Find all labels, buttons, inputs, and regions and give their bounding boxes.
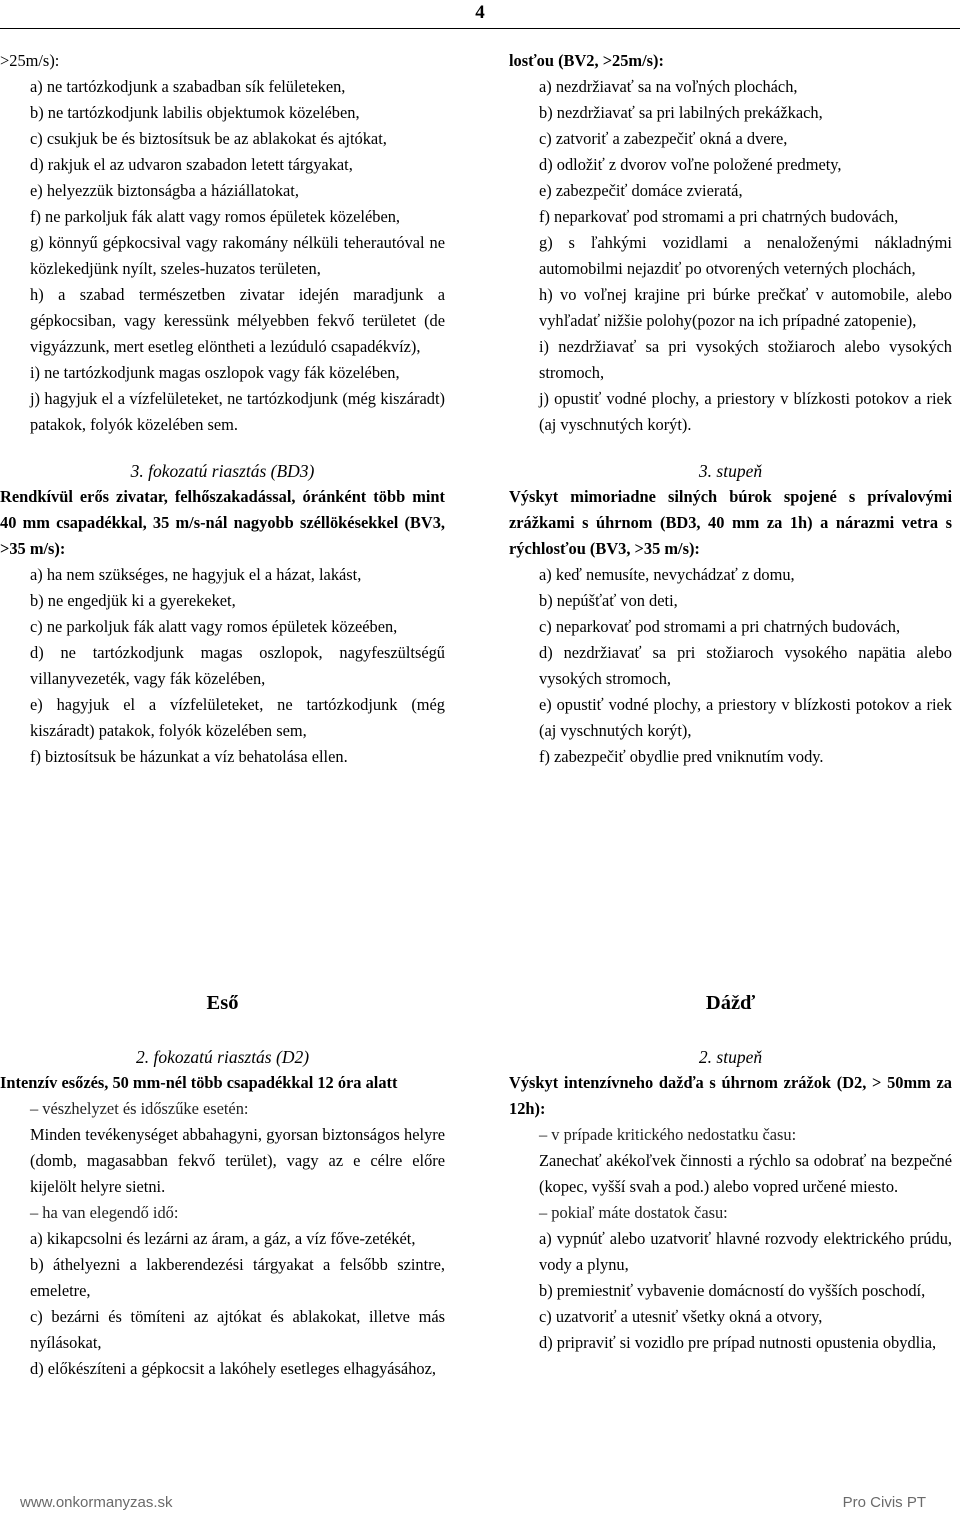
left-bottom-section: [0, 990, 445, 1382]
list-item: i) nezdržiavať sa pri vysokých stožiaroch alebo vysokých stromoch,: [539, 337, 952, 382]
list-item: h) a szabad természetben zivatar idején maradjunk a gépkocsiban, vagy keressünk mélyebben fekvő területet (de vigyázzunk, mert esetleg elöntheti a lezúduló csapadékvíz),: [30, 285, 445, 356]
instruction-text: Zanechať akékoľvek činnosti a rýchlo sa odobrať na bezpečné (kopec, vyšší svah a pod.) alebo vopred určené miesto.: [539, 1151, 952, 1196]
list-item: h) vo voľnej krajine pri búrke prečkať v automobile, alebo vyhľadať nižšie polohy(pozor na ich prípadné zatopenie),: [539, 285, 952, 330]
list-item: f) biztosítsuk be házunkat a víz behatolása ellen.: [30, 747, 348, 766]
list-item: j) hagyjuk el a vízfelületeket, ne tartózkodjunk (még kiszáradt) patakok, folyók közelében sem.: [30, 389, 445, 434]
section-title: Eső: [206, 992, 239, 1014]
list-item: b) ne tartózkodjunk labilis objektumok közelében,: [30, 103, 360, 122]
list-item: g) s ľahkými vozidlami a nenaloženými nákladnými automobilmi nejazdiť po otvorených veterných plochách,: [539, 233, 952, 278]
footer-publisher: Pro Civis PT: [842, 1494, 926, 1511]
list-item: d) odložiť z dvorov voľne položené predmety,: [539, 155, 842, 174]
list-item: f) zabezpečiť obydlie pred vniknutím vody.: [539, 747, 824, 766]
list-item: j) opustiť vodné plochy, a priestory v blízkosti potokov a riek (aj vyschnutých korýt).: [539, 389, 952, 434]
list-item: c) zatvoriť a zabezpečiť okná a dvere,: [539, 129, 788, 148]
condition-label: – ha van elegendő idő:: [0, 1200, 445, 1226]
list-item: b) nezdržiavať sa pri labilných prekážkach,: [539, 103, 823, 122]
list-item: g) könnyű gépkocsival vagy rakomány nélküli teherautóval ne közlekedjünk nyílt, szeles-huzatos területen,: [30, 233, 445, 278]
condition-label: – pokiaľ máte dostatok času:: [509, 1200, 952, 1226]
continuation-line: >25m/s):: [0, 51, 60, 70]
list-item: a) kikapcsolni és lezárni az áram, a gáz, a víz főve-zetékét,: [30, 1229, 416, 1248]
list-item: e) hagyjuk el a vízfelületeket, ne tartózkodjunk (még kiszáradt) patakok, folyók közelében sem,: [30, 695, 445, 740]
list-item: b) ne engedjük ki a gyerekeket,: [30, 591, 236, 610]
list-item: a) ha nem szükséges, ne hagyjuk el a házat, lakást,: [30, 565, 362, 584]
warning-intro: Výskyt mimoriadne silných búrok spojené s prívalovými zrážkami s úhrnom (BD3, 40 mm za 1h) a nárazmi vetra s rýchlosťou (BV3, >35 m/s):: [509, 487, 952, 558]
list-item: c) bezárni és tömíteni az ajtókat és ablakokat, illetve más nyílásokat,: [30, 1307, 445, 1352]
list-item: f) ne parkoljuk fák alatt vagy romos épületek közelében,: [30, 207, 401, 226]
list-item: i) ne tartózkodjunk magas oszlopok vagy fák közelében,: [30, 363, 400, 382]
section-heading: 3. stupeň: [698, 461, 763, 481]
list-item: d) nezdržiavať sa pri stožiaroch vysokého napätia alebo vysokých stromoch,: [539, 643, 952, 688]
list-item: b) premiestniť vybavenie domácností do vyšších poschodí,: [539, 1281, 926, 1300]
section-heading: 3. fokozatú riasztás (BD3): [130, 461, 315, 481]
warning-intro: Intenzív esőzés, 50 mm-nél több csapadékkal 12 óra alatt: [0, 1073, 398, 1092]
condition-label: – v prípade kritického nedostatku času:: [509, 1122, 952, 1148]
list-item: a) keď nemusíte, nevychádzať z domu,: [539, 565, 795, 584]
list-item: e) helyezzük biztonságba a háziállatokat,: [30, 181, 299, 200]
list-item: e) zabezpečiť domáce zvieratá,: [539, 181, 743, 200]
list-item: a) nezdržiavať sa na voľných plochách,: [539, 77, 798, 96]
header-divider: [0, 28, 960, 29]
list-item: b) nepúšťať von deti,: [539, 591, 678, 610]
list-item: c) uzatvoriť a utesniť všetky okná a otvory,: [539, 1307, 823, 1326]
list-item: d) előkészíteni a gépkocsit a lakóhely esetleges elhagyásához,: [30, 1359, 436, 1378]
list-item: b) áthelyezni a lakberendezési tárgyakat a felsőbb szintre, emeletre,: [30, 1255, 445, 1300]
continuation-line: losťou (BV2, >25m/s):: [509, 51, 664, 70]
condition-label: – vészhelyzet és időszűke esetén:: [0, 1096, 445, 1122]
list-item: a) ne tartózkodjunk a szabadban sík felületeken,: [30, 77, 346, 96]
left-top-section: [0, 48, 445, 770]
footer-website: www.onkormanyzas.sk: [20, 1494, 173, 1511]
list-item: c) ne parkoljuk fák alatt vagy romos épületek közeében,: [30, 617, 398, 636]
section-heading: 2. fokozatú riasztás (D2): [135, 1047, 310, 1067]
list-item: d) pripraviť si vozidlo pre prípad nutnosti opustenia obydlia,: [539, 1333, 937, 1352]
section-title: Dážď: [705, 992, 756, 1014]
section-heading: 2. stupeň: [698, 1047, 763, 1067]
instruction-text: Minden tevékenységet abbahagyni, gyorsan biztonságos helyre (domb, magasabban fekvő terület), vagy az e célre előre kijelölt helyre sietni.: [30, 1125, 445, 1196]
page-number: 4: [475, 2, 485, 23]
list-item: c) csukjuk be és biztosítsuk be az ablakokat és ajtókat,: [30, 129, 387, 148]
list-item: d) rakjuk el az udvaron szabadon letett tárgyakat,: [30, 155, 353, 174]
list-item: c) neparkovať pod stromami a pri chatrných budovách,: [539, 617, 901, 636]
list-item: e) opustiť vodné plochy, a priestory v blízkosti potokov a riek (aj vyschnutých korýt),: [539, 695, 952, 740]
list-item: d) ne tartózkodjunk magas oszlopok, nagyfeszültségű villanyvezeték, vagy fák közelében,: [30, 643, 445, 688]
warning-intro: Rendkívül erős zivatar, felhőszakadással, óránként több mint 40 mm csapadékkal, 35 m/s-nál nagyobb széllökésekkel (BV3, >35 m/s):: [0, 487, 445, 558]
list-item: f) neparkovať pod stromami a pri chatrných budovách,: [539, 207, 899, 226]
list-item: a) vypnúť alebo uzatvoriť hlavné rozvody elektrického prúdu, vody a plynu,: [539, 1229, 952, 1274]
right-top-section: [509, 48, 952, 770]
warning-intro: Výskyt intenzívneho dažďa s úhrnom zrážok (D2, > 50mm za 12h):: [509, 1073, 952, 1118]
right-bottom-section: [509, 990, 952, 1356]
